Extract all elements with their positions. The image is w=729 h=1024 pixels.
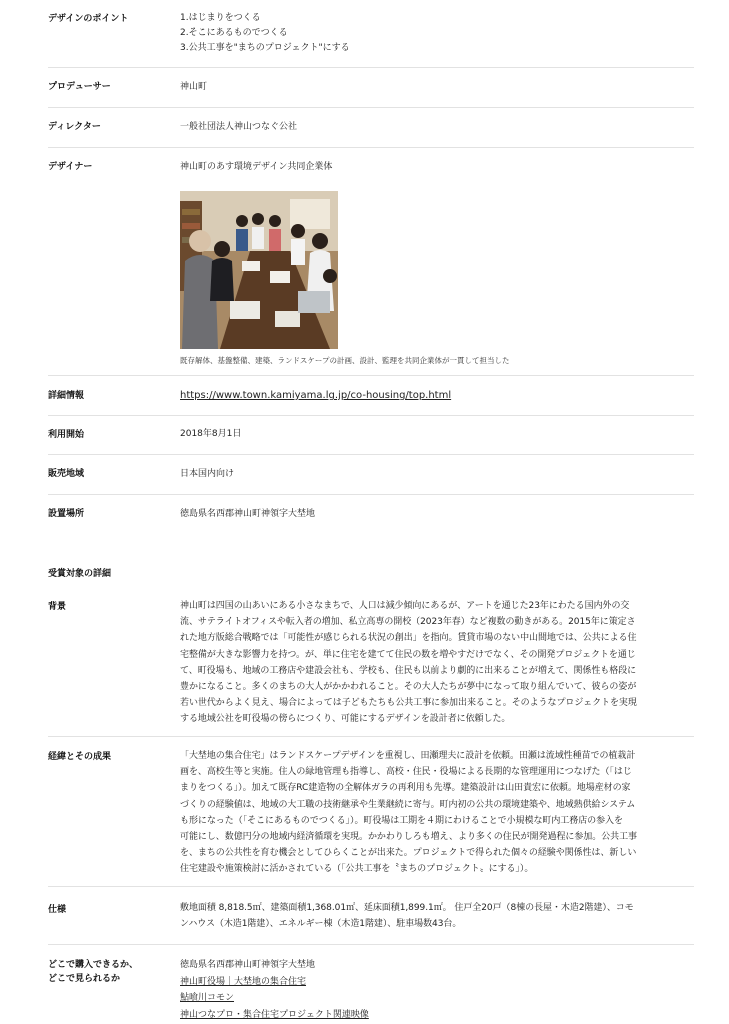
- process-line: 画を、高校生等と実施。住人の緑地管理も指導し、高校・住民・役場による長期的な管理運用につなげた（「はじ: [180, 767, 632, 778]
- designer-cell: [180, 147, 694, 366]
- background-line: て、町役場も、地域の工務店や建設会社も、学校も、住民も以前より劇的に出来ることが増えて、関係性も格段に: [180, 665, 637, 676]
- row-label: どこで購入できるか、 どこで見られるか: [48, 960, 139, 984]
- row-sales-region: [48, 454, 694, 495]
- row-label: 利用開始: [48, 430, 85, 440]
- background-line: 宅整備が大きな影響力を持つ。が、単に住宅を建てて住民の数を増やすだけでなく、その開発プロジェクトを通じ: [180, 649, 636, 660]
- design-point-2: 2.そこにあるものでつくる: [180, 28, 288, 38]
- section-title: 受賞対象の詳細: [48, 569, 112, 579]
- row-label: 設置場所: [48, 509, 85, 519]
- process-line: 「大埜地の集合住宅」はランドスケープデザインを重視し、田瀬理夫に設計を依頼。田瀬は流域性種苗での植栽計: [180, 751, 636, 761]
- design-point-3: 3.公共工事を"まちのプロジェクト"にする: [180, 43, 350, 53]
- row-designer: [48, 147, 694, 376]
- designer-value: 神山町のあす環境デザイン共同企業体: [180, 162, 333, 172]
- specification-line: ンハウス（木造1階建）、エネルギー棟（木造1階建）、駐車場数43台。: [180, 919, 462, 930]
- row-detail-info: [48, 375, 694, 416]
- team-meeting-illustration: [180, 191, 338, 349]
- process-line: を、まちの公共性を育む機会としてひらくことが出来た。プロジェクトで得られた個々の経験や関係性は、新しい: [180, 848, 637, 859]
- sales-region-value: 日本国内向け: [180, 469, 235, 479]
- row-start-date: [48, 415, 694, 455]
- row-specification: [48, 886, 694, 945]
- row-where-to-see: [48, 944, 694, 1024]
- installation-place-value: 徳島県名西郡神山町神領字大埜地: [180, 509, 316, 519]
- process-results-text: [180, 736, 694, 878]
- where-to-see-cell: [180, 944, 694, 1023]
- design-points-list: [180, 0, 694, 56]
- producer-value: 神山町: [180, 82, 208, 92]
- row-label: ディレクター: [48, 122, 101, 132]
- background-line: 若い世代からよく見え、場合によっては子どもたちも公共工事に参加出来ること。そのようなプロジェクトを実現: [180, 698, 637, 709]
- start-date-value: 2018年8月1日: [180, 429, 242, 439]
- director-value: 一般社団法人神山つなぐ公社: [180, 122, 298, 132]
- row-producer: [48, 67, 694, 108]
- design-point-1: 1.はじまりをつくる: [180, 13, 261, 23]
- link-town-office[interactable]: 神山町役場｜大埜地の集合住宅: [180, 976, 307, 987]
- row-director: [48, 107, 694, 148]
- row-label: 詳細情報: [48, 391, 85, 401]
- row-label: 販売地域: [48, 469, 85, 479]
- background-line: 神山町は四国の山あいにある小さなまちで、人口は減少傾向にあるが、アートを通じた23年にわたる国内外の交: [180, 601, 630, 611]
- row-label: 背景: [48, 602, 67, 612]
- row-label: デザインのポイント: [48, 14, 129, 24]
- process-line: まりをつくる」）。加えて既存RC建造物の全解体ガラの再利用も先導。建築設計は山田貴宏に依頼。地場産材の家: [180, 783, 631, 794]
- background-line: れた地方版総合戦略では「可能性が感じられる状況の創出」を指向。賃貸市場のない中山間地では、公共による住: [180, 633, 637, 644]
- link-ayukuigawa-common[interactable]: 鮎喰川コモン: [180, 993, 235, 1003]
- process-line: も形になった（「そこにあるものでつくる」）。町役場は工期を４期にわけることで小規模な町内工務店の参入を: [180, 815, 623, 826]
- background-text: [180, 588, 694, 728]
- row-design-points: [48, 0, 694, 68]
- row-label: 経緯とその成果: [48, 752, 112, 762]
- detail-info-cell: [180, 375, 694, 403]
- row-label: 仕様: [48, 905, 67, 915]
- detail-info-link[interactable]: https://www.town.kamiyama.lg.jp/co-housing/top.html: [180, 390, 452, 401]
- row-installation-place: [48, 494, 694, 534]
- photo-caption: 既存解体、基盤整備、建築、ランドスケープの計画、設計、監理を共同企業体が一貫して担当した: [180, 356, 510, 365]
- process-line: づくりの経験値は、地域の大工職の技術継承や生業継続に寄与。町内初の公共の環境建築や、地域熱供給システム: [180, 799, 636, 810]
- specification-line: 敷地面積 8,818.5㎡、建築面積1,368.01㎡、延床面積1,899.1㎡。 住戸全20戸（8棟の長屋・木造2階建）、コモ: [180, 903, 634, 913]
- team-meeting-photo: [180, 191, 338, 349]
- background-line: 流、サテライトオフィスや転入者の増加、私立高専の開校（2023年春）など複数の動きがある。2015年に策定さ: [180, 617, 636, 628]
- process-line: 可能にし、数億円分の地域内経済循環を実現。かかわりしろも増え、より多くの住民が開発過程に参加。公共工事: [180, 832, 637, 843]
- row-background: [48, 588, 694, 737]
- link-related-video[interactable]: 神山つなプロ・集合住宅プロジェクト関連映像: [180, 1009, 369, 1020]
- row-process-results: [48, 736, 694, 887]
- row-label: デザイナー: [48, 162, 93, 172]
- specification-text: [180, 886, 694, 932]
- background-line: する地域公社を町役場の傍らにつくり、可能にするデザインを設計者に依頼した。: [180, 714, 511, 725]
- row-label: プロデューサー: [48, 82, 111, 92]
- address-value: 徳島県名西郡神山町神領字大埜地: [180, 960, 316, 970]
- background-line: 豊かになること。多くのまちの大人がかかわれること。その大人たちが夢中になって取り組んでいて、彼らの姿が: [180, 682, 637, 693]
- process-line: 住宅建設や施策検討に活かされている（「公共工事を〝まちのプロジェクト〟にする」）。: [180, 864, 534, 875]
